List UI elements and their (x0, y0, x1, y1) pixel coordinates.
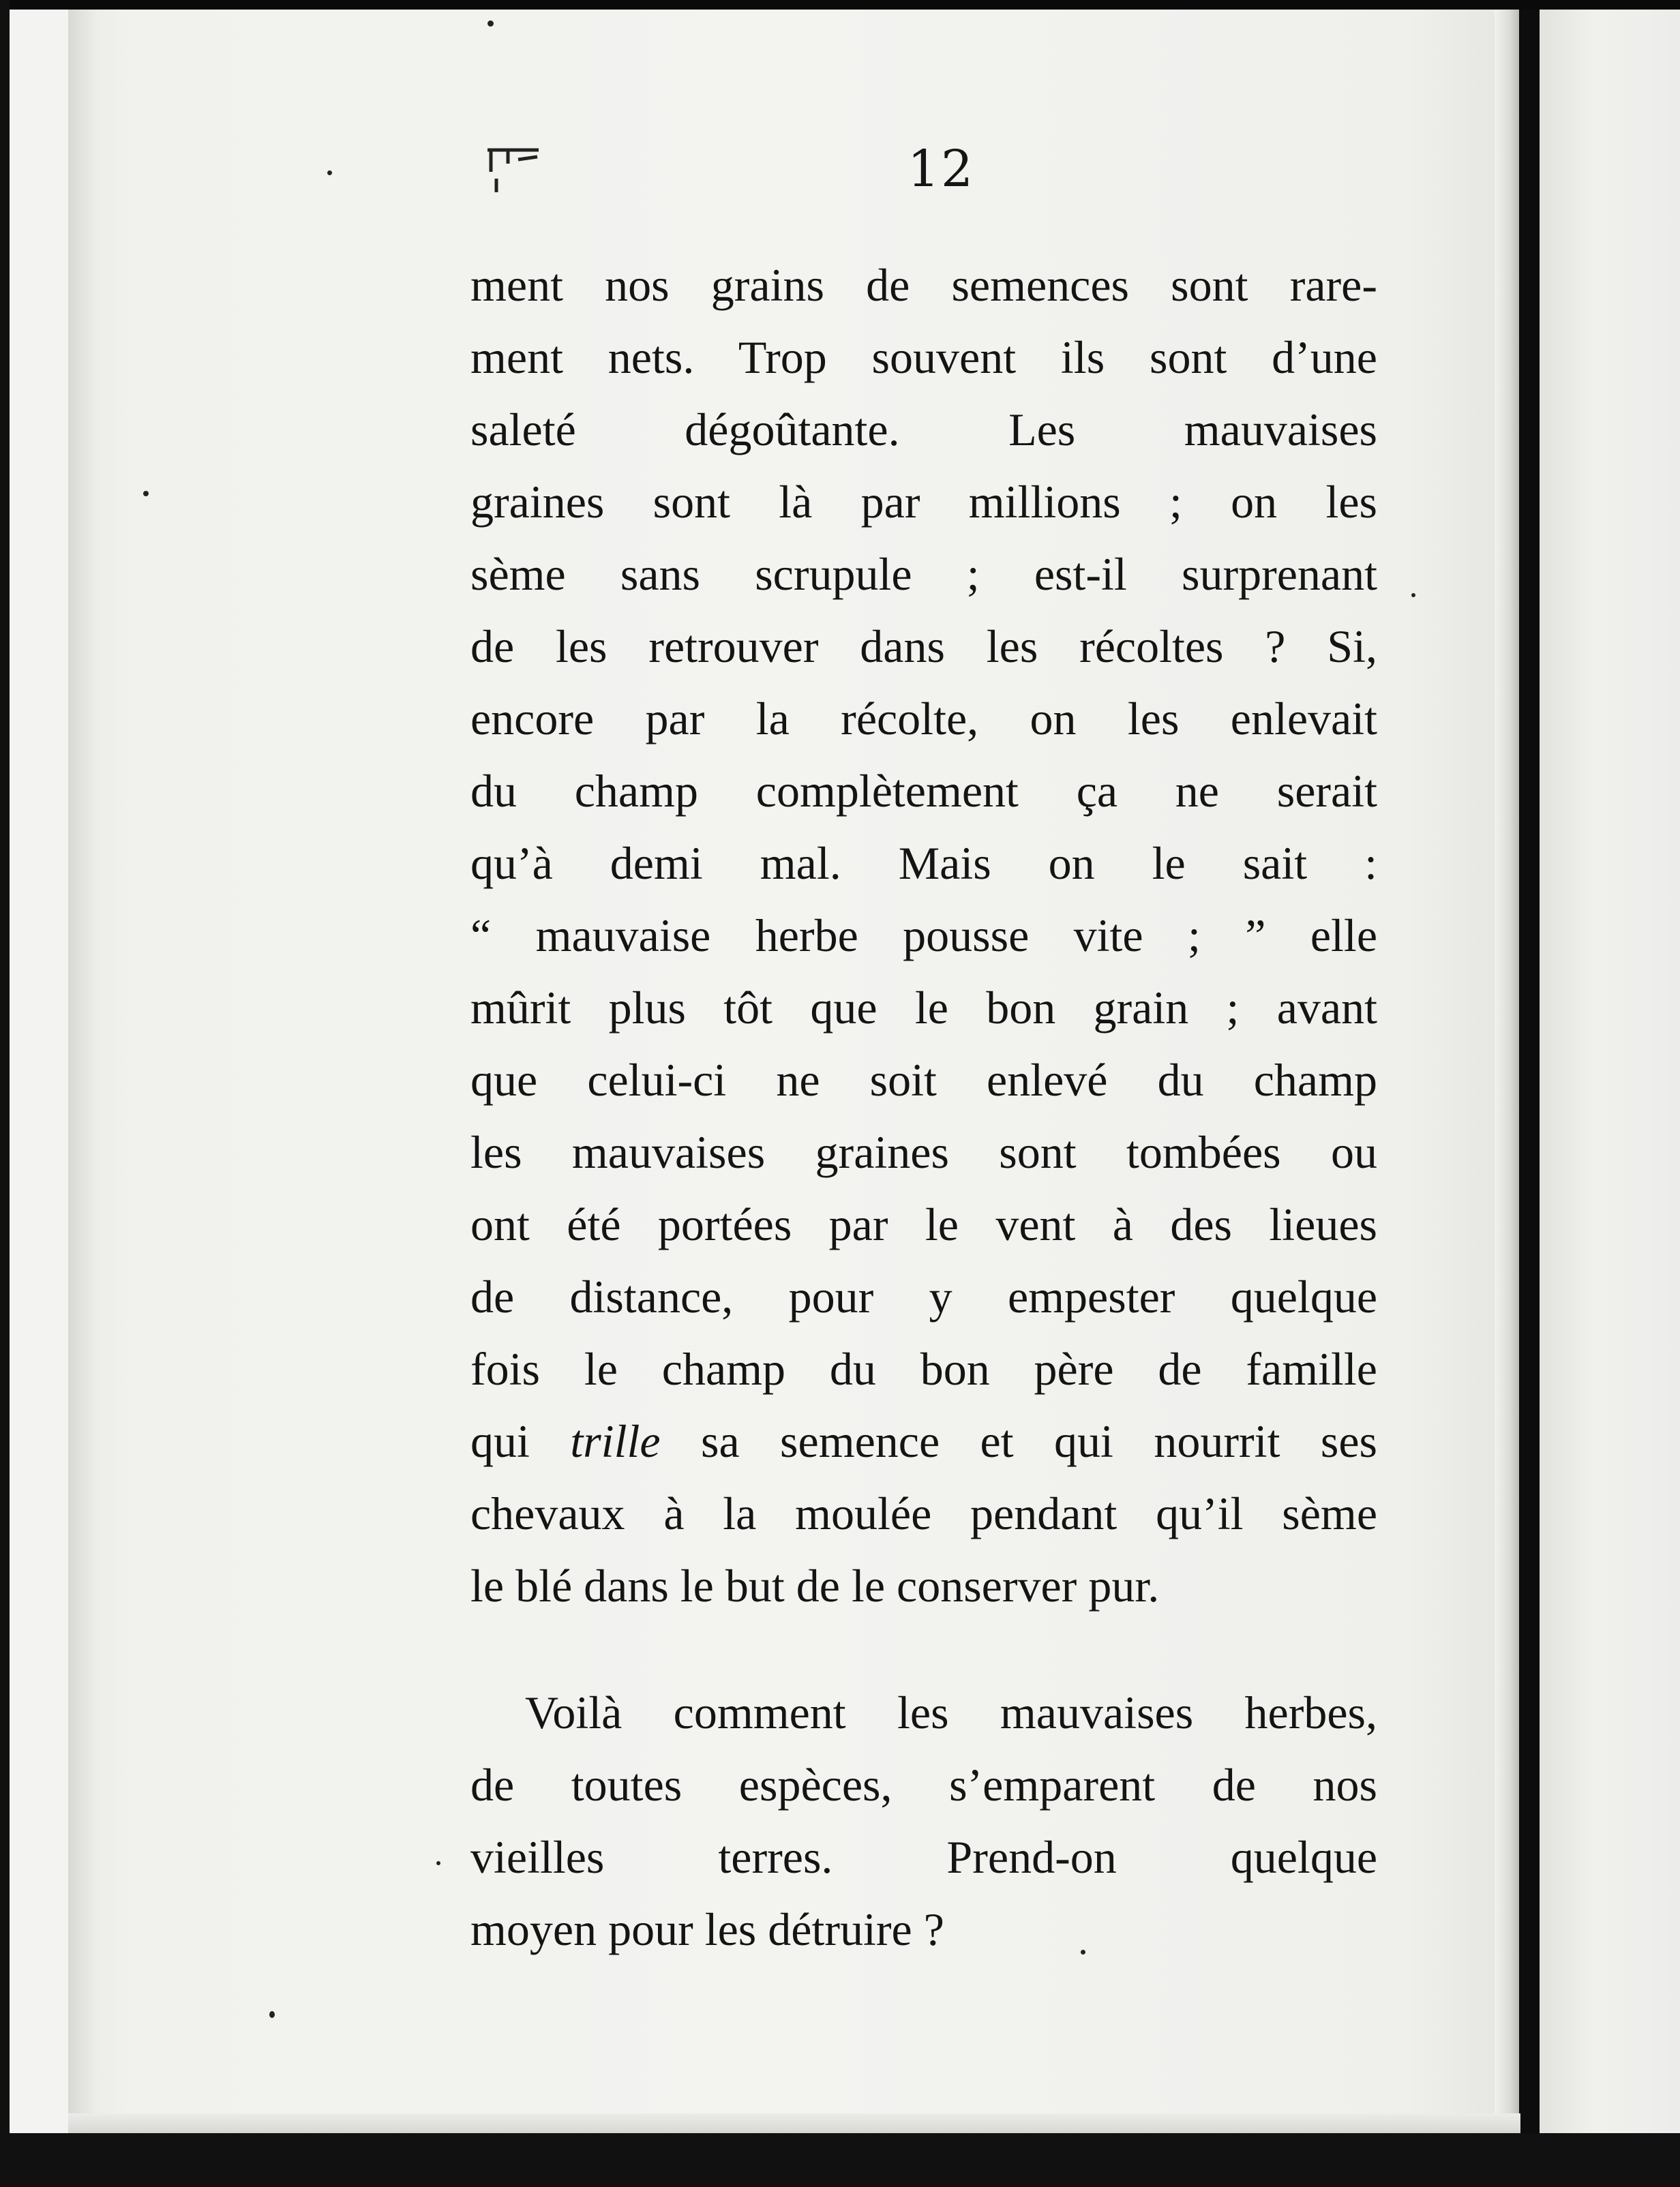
dust-speck (269, 2011, 275, 2018)
italic-word: trille (570, 1415, 661, 1467)
facing-page-edge (1540, 10, 1680, 2133)
text-line: qu’à demi mal. Mais on le sait : (470, 837, 1377, 889)
page-number: 12 (907, 140, 975, 198)
text-line: de distance, pour y empester quelque (470, 1271, 1377, 1323)
film-border-left (0, 0, 10, 2187)
paragraph-gap (470, 1622, 1377, 1676)
dust-speck (327, 170, 332, 175)
text-line: le blé dans le but de le conserver pur. (470, 1560, 1160, 1612)
text-line: Voilà comment les mauvaises herbes, (525, 1687, 1377, 1738)
text-line: chevaux à la moulée pendant qu’il sème (470, 1488, 1377, 1539)
text-line: encore par la récolte, on les enlevait (470, 693, 1377, 744)
print-corner-mark (484, 145, 545, 213)
text-line-with-italic (470, 1405, 1377, 1477)
text-fragment: qui (470, 1415, 571, 1467)
dust-speck (143, 491, 149, 496)
dust-speck (487, 20, 494, 27)
text-line: saleté dégoûtante. Les mauvaises (470, 404, 1377, 455)
text-line: du champ complètement ça ne serait (470, 765, 1377, 817)
text-line: graines sont là par millions ; on les (470, 476, 1377, 528)
text-line: de toutes espèces, s’emparent de nos (470, 1759, 1377, 1811)
text-line: sème sans scrupule ; est-il surprenant (470, 548, 1377, 600)
text-line: mûrit plus tôt que le bon grain ; avant (470, 982, 1377, 1034)
paragraph-2 (470, 1676, 1377, 1965)
page-gutter-shadow (1495, 10, 1519, 2133)
text-line: vieilles terres. Prend-on quelque (470, 1831, 1377, 1883)
film-border-bottom (0, 2133, 1680, 2187)
film-border-top (0, 0, 1680, 10)
text-line: ment nets. Trop souvent ils sont d’une (470, 331, 1377, 383)
page-left-shadow (68, 10, 95, 2133)
dust-speck (1411, 593, 1415, 597)
text-line: moyen pour les détruire ? (470, 1903, 944, 1955)
text-fragment: sa semence et qui nourrit ses (660, 1415, 1377, 1467)
text-line: fois le champ du bon père de famille (470, 1343, 1377, 1395)
paragraph-1 (470, 249, 1377, 1622)
book-spine-shadow (1519, 10, 1540, 2133)
text-line: “ mauvaise herbe pousse vite ; ” elle (470, 909, 1377, 961)
body-text (470, 249, 1377, 1965)
text-line: les mauvaises graines sont tombées ou (470, 1126, 1377, 1178)
text-line: ment nos grains de semences sont rare- (470, 259, 1377, 311)
text-line: de les retrouver dans les récoltes ? Si, (470, 620, 1377, 672)
dust-speck (436, 1861, 440, 1865)
text-line: ont été portées par le vent à des lieues (470, 1198, 1377, 1250)
text-line: que celui-ci ne soit enlevé du champ (470, 1054, 1377, 1106)
page-bottom-edge (68, 2113, 1520, 2134)
